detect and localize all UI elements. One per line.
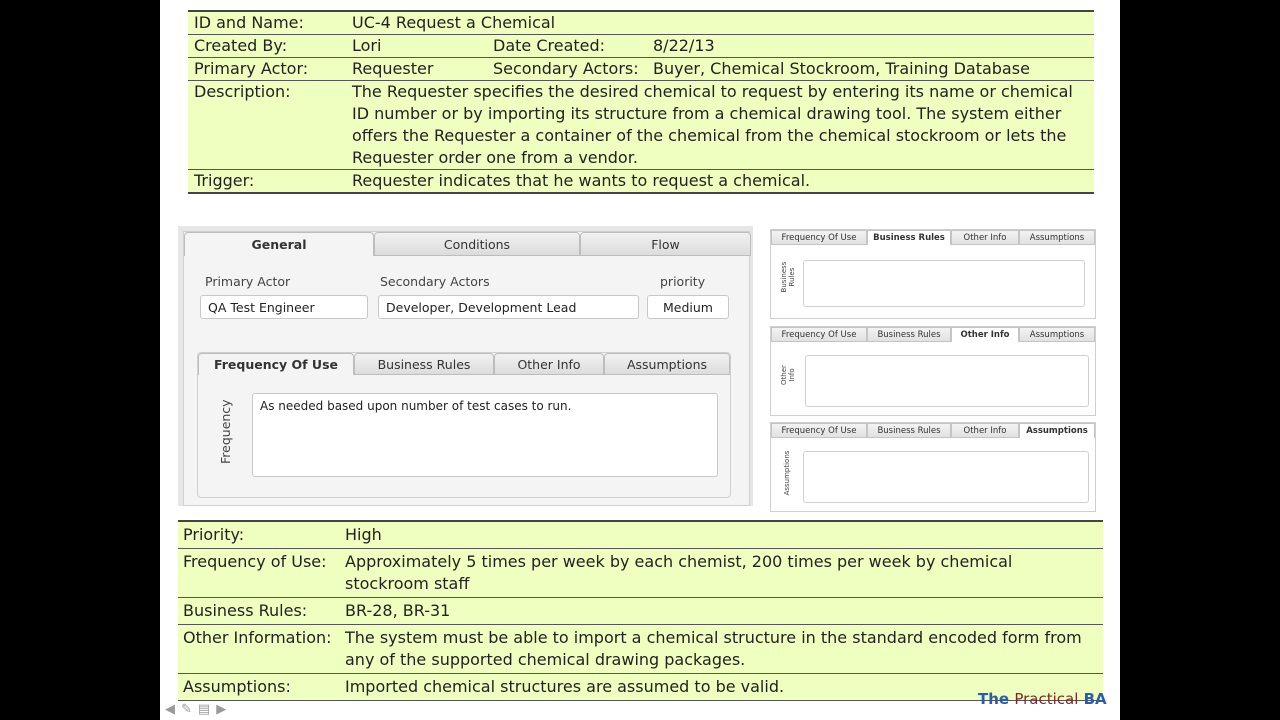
mini-panel-assumptions — [770, 422, 1096, 512]
mini-tabs-2 — [771, 327, 1095, 342]
description-label: Description: — [194, 82, 291, 101]
created-by-value: Lori — [352, 36, 382, 55]
other-info-row — [178, 625, 1103, 674]
use-case-details-table — [178, 520, 1103, 701]
mini1-tab-other-info[interactable]: Other Info — [951, 230, 1019, 245]
priority-field-label: priority — [660, 274, 706, 289]
secondary-actors-field-label: Secondary Actors — [380, 274, 490, 289]
trigger-label: Trigger: — [194, 171, 255, 190]
details-tabs — [198, 353, 730, 375]
frequency-row — [178, 549, 1103, 598]
use-case-header-table — [188, 10, 1094, 194]
primary-actor-label: Primary Actor: — [194, 59, 309, 78]
mini2-vertical-label — [780, 363, 796, 387]
mini1-tab-assumptions[interactable]: Assumptions — [1019, 230, 1095, 245]
date-created-value: 8/22/13 — [653, 36, 715, 55]
secondary-actors-input[interactable]: Developer, Development Lead — [378, 295, 639, 319]
mini1-vertical-label — [780, 260, 796, 294]
description-value: The Requester specifies the desired chemical to request by entering its name or chemical ID number or by importing its structure from a chemical drawing tool. The system either offers the Requester a container of the chemical from the chemical stockroom or lets the Requester order one from a vendor. — [352, 82, 1073, 167]
bottom-frequency-value: Approximately 5 times per week by each chemist, 200 times per week by chemical stockroom staff — [345, 552, 1013, 593]
bottom-other-info-value: The system must be able to import a chemical structure in the standard encoded form from any of the supported chemical drawing packages. — [345, 628, 1082, 669]
tab-general[interactable]: General — [184, 232, 374, 256]
mini3-label-line1: Assumptions — [783, 450, 791, 496]
description-row — [188, 81, 1094, 170]
mini3-tab-frequency[interactable]: Frequency Of Use — [771, 423, 867, 438]
primary-actor-field-label: Primary Actor — [205, 274, 291, 289]
priority-row — [178, 522, 1103, 549]
back-arrow-icon[interactable]: ◀ — [165, 702, 175, 717]
secondary-actors-label: Secondary Actors: — [493, 59, 639, 78]
mini2-tab-business-rules[interactable]: Business Rules — [867, 327, 951, 342]
created-by-label: Created By: — [194, 36, 288, 55]
mini2-label-line1: Other — [780, 365, 788, 385]
slide — [160, 0, 1120, 720]
mini2-tab-frequency[interactable]: Frequency Of Use — [771, 327, 867, 342]
details-panel — [197, 352, 731, 498]
mini1-tab-business-rules[interactable]: Business Rules — [867, 230, 951, 245]
mini-tabs-3 — [771, 423, 1095, 438]
bottom-business-rules-label: Business Rules: — [183, 601, 308, 620]
mini2-textarea[interactable] — [805, 355, 1089, 407]
trigger-row — [188, 170, 1094, 192]
created-by-row — [188, 35, 1094, 58]
primary-actor-value: Requester — [352, 59, 434, 78]
primary-actor-input[interactable]: QA Test Engineer — [200, 295, 368, 319]
brand-logo — [978, 690, 1107, 708]
mini3-tab-assumptions[interactable]: Assumptions — [1019, 423, 1095, 438]
menu-icon[interactable]: ▤ — [197, 702, 211, 717]
tab-flow[interactable]: Flow — [580, 232, 751, 256]
tab-conditions[interactable]: Conditions — [374, 232, 580, 256]
mini1-label-line2: Rules — [788, 267, 796, 287]
secondary-actors-value: Buyer, Chemical Stockroom, Training Database — [653, 59, 1030, 78]
tab-assumptions[interactable]: Assumptions — [604, 353, 730, 375]
mini-panel-other-info — [770, 326, 1096, 416]
mini3-tab-business-rules[interactable]: Business Rules — [867, 423, 951, 438]
mini3-textarea[interactable] — [803, 451, 1089, 503]
mini1-label-line1: Business — [780, 261, 788, 293]
frequency-textarea[interactable]: As needed based upon number of test cases to run. — [252, 393, 718, 477]
priority-select[interactable]: Medium — [647, 295, 729, 319]
id-value: UC-4 Request a Chemical — [352, 13, 556, 32]
business-rules-row — [178, 598, 1103, 625]
id-label: ID and Name: — [194, 13, 304, 32]
bottom-priority-value: High — [345, 525, 382, 544]
tab-other-info[interactable]: Other Info — [494, 353, 604, 375]
use-case-form — [178, 226, 753, 506]
frequency-vertical-label: Frequency — [218, 399, 233, 464]
bottom-assumptions-value: Imported chemical structures are assumed to be valid. — [345, 677, 785, 696]
mini2-tab-other-info[interactable]: Other Info — [951, 327, 1019, 342]
mini-tabs-1 — [771, 230, 1095, 245]
bottom-assumptions-label: Assumptions: — [183, 677, 291, 696]
actors-row — [188, 58, 1094, 81]
mini3-tab-other-info[interactable]: Other Info — [951, 423, 1019, 438]
trigger-value: Requester indicates that he wants to request a chemical. — [352, 171, 811, 190]
bottom-priority-label: Priority: — [183, 525, 245, 544]
bottom-frequency-label: Frequency of Use: — [183, 552, 327, 571]
mini2-tab-assumptions[interactable]: Assumptions — [1019, 327, 1095, 342]
slide-nav-controls — [165, 702, 226, 717]
pen-icon[interactable]: ✎ — [181, 702, 192, 717]
tab-frequency-of-use[interactable]: Frequency Of Use — [198, 353, 354, 375]
tab-business-rules[interactable]: Business Rules — [354, 353, 494, 375]
forward-arrow-icon[interactable]: ▶ — [216, 702, 227, 717]
mini1-tab-frequency[interactable]: Frequency Of Use — [771, 230, 867, 245]
date-created-label: Date Created: — [493, 36, 606, 55]
form-tabs — [184, 232, 751, 256]
id-row — [188, 12, 1094, 35]
mini3-vertical-label — [783, 449, 791, 497]
bottom-other-info-label: Other Information: — [183, 628, 332, 647]
mini1-textarea[interactable] — [803, 260, 1085, 307]
bottom-business-rules-value: BR-28, BR-31 — [345, 601, 451, 620]
assumptions-row — [178, 674, 1103, 701]
brand-ba: BA — [1083, 690, 1107, 708]
brand-practical: Practical — [1014, 690, 1079, 708]
brand-the: The — [978, 690, 1010, 708]
mini2-label-line2: Info — [788, 368, 796, 382]
mini-panel-business-rules — [770, 229, 1096, 319]
form-body — [183, 231, 750, 506]
